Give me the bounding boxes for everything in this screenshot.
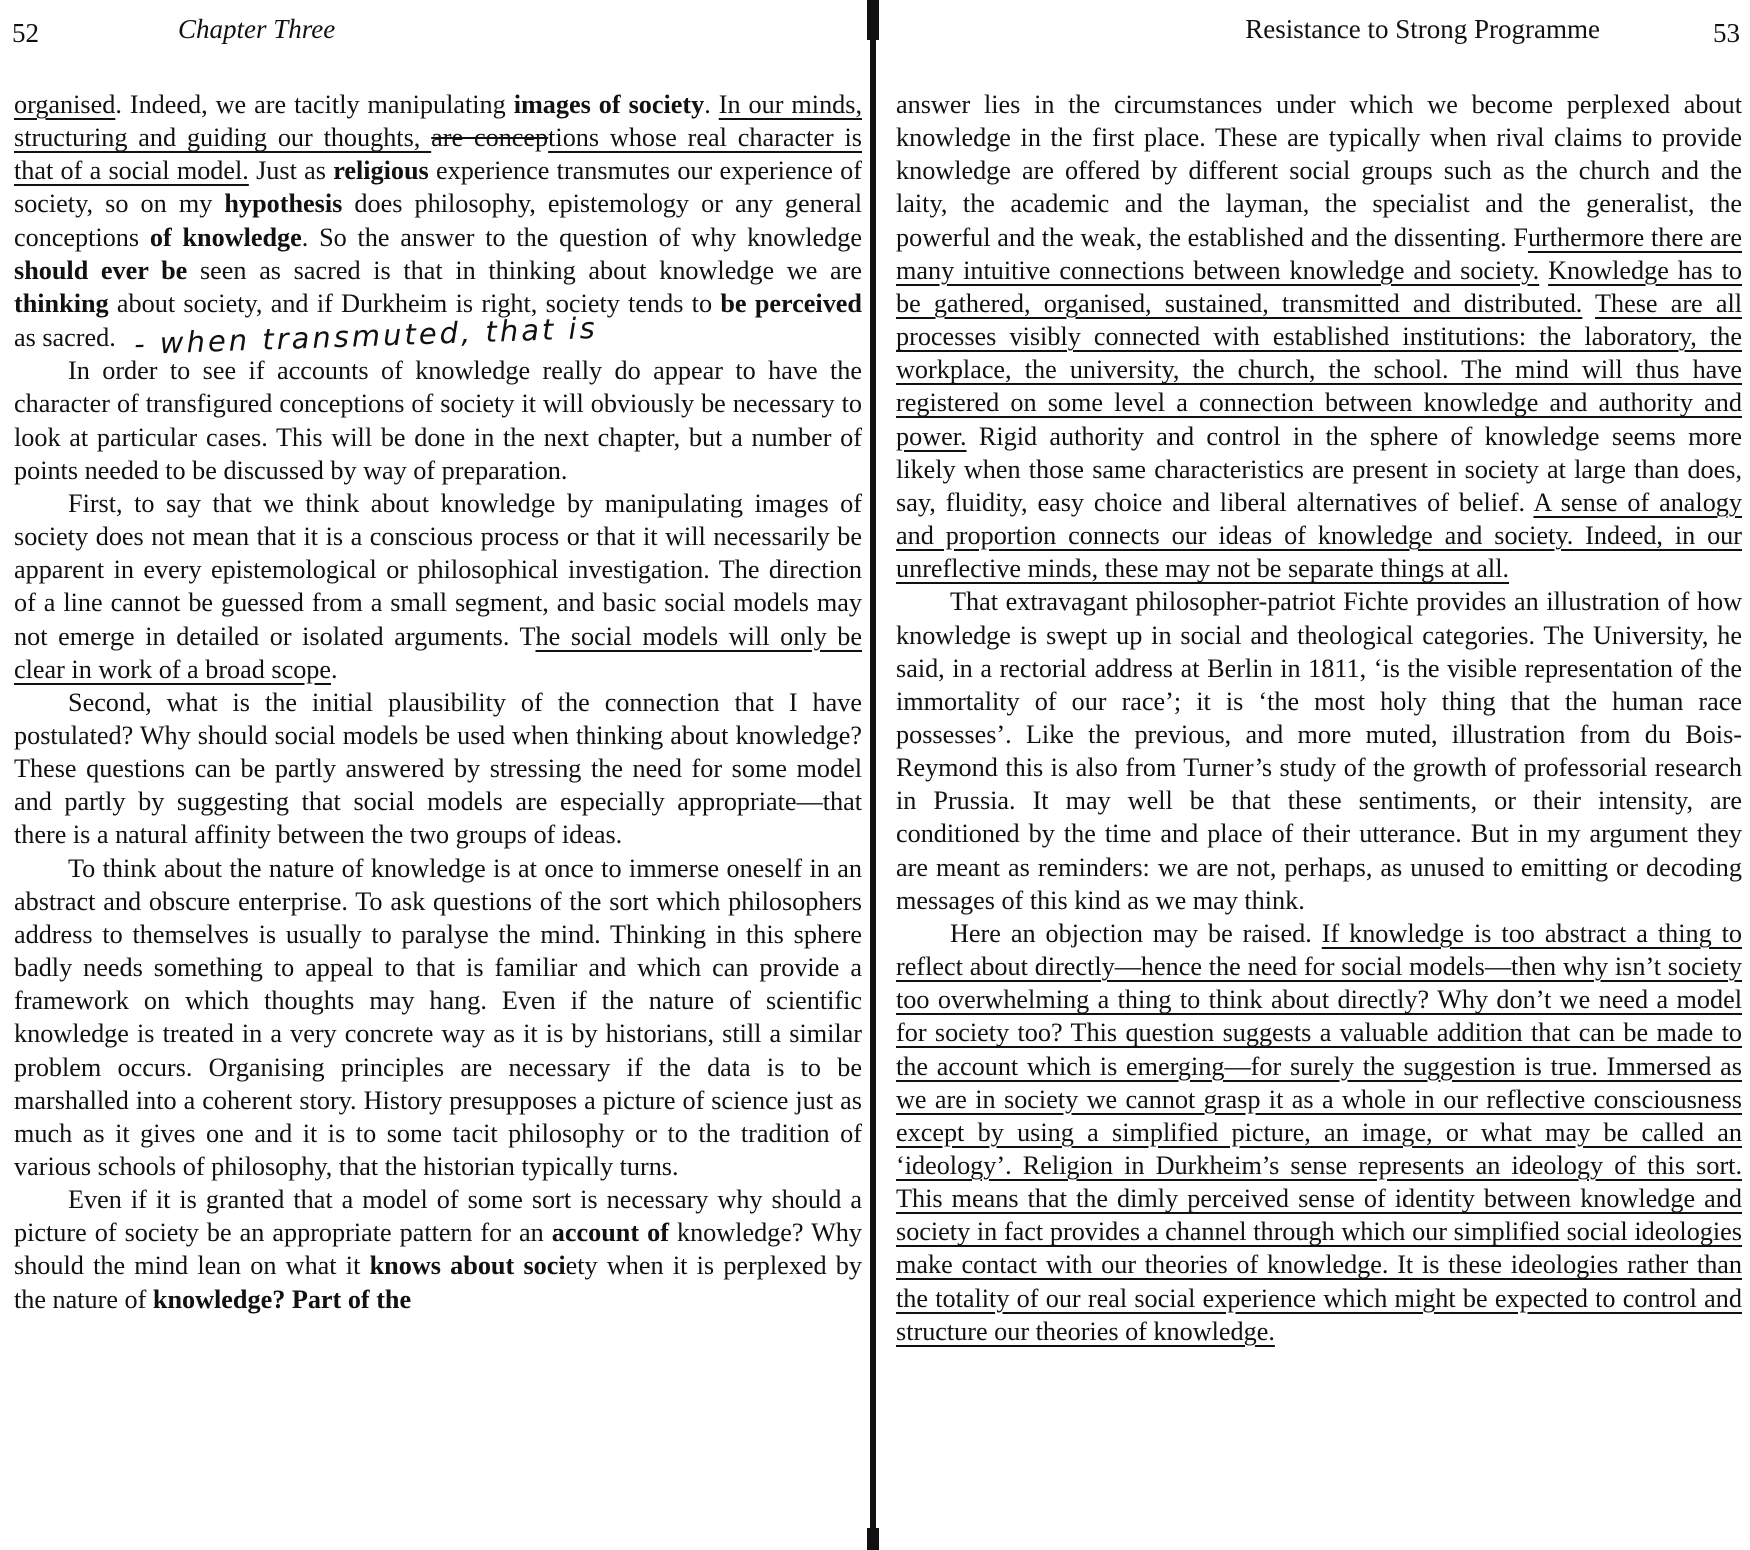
left-page-number: 52 <box>12 18 39 48</box>
book-gutter <box>867 0 879 1550</box>
struck-text: are concep <box>431 123 549 153</box>
left-page <box>0 0 865 1550</box>
underlined-text: If knowledge is too abstract a thing to reflect about directly—hence the need for social models—then why isn’t society too overwhelming a thing to think about directly? Why don’t we need a model for society too? This question suggests a valuable addition that can be made to the account which is emerging—for surely the suggestion is true. Immersed as we are in society we cannot grasp it as a whole in our reflective consciousness except by using a simplified picture, an image, or what may be called an ‘ideology’. Religion in Durkheim’s sense represents an ideology of this sort. This means that the dimly perceived sense of identity between knowledge and society in fact provides a channel through which our simplified social ideologies make contact with our theories of knowledge. It is these ideologies rather than the totality of our real social experience which might be expected to control and structure our theories of knowledge. <box>896 918 1742 1346</box>
bold-text: account of <box>551 1218 669 1248</box>
bold-text: religious <box>333 156 429 186</box>
body-text: knowledge? Why should the mind lean on what it <box>14 1218 862 1281</box>
underlined-text: A sense of analogy and proportion connects our ideas of knowledge and society. Indeed, in our unreflective minds, these may not be separate things at all. <box>896 487 1742 584</box>
underlined-text: urthermore there are many intuitive connections between knowledge and society. <box>896 222 1742 285</box>
gutter-mark-bottom <box>867 1528 879 1550</box>
underlined-text: Knowledge has to be gathered, organised, sustained, transmitted and distributed. <box>896 255 1743 318</box>
gutter-rule <box>870 40 876 1550</box>
body-text: First, to say that we think about knowledge by manipulating images of society does not mean that it is a conscious process or that it will necessarily be apparent in every epistemological or philosophical investigation. The direction of a line cannot be guessed from a small segment, and basic social models may not emerge in detailed or isolated arguments. T <box>14 488 862 651</box>
paragraph <box>896 585 1742 917</box>
left-page-header <box>0 10 865 50</box>
bold-text: knows about soci <box>369 1251 566 1281</box>
bold-text: should ever be <box>14 255 188 285</box>
body-text: . <box>331 654 338 684</box>
gutter-mark-top <box>867 0 879 40</box>
bold-text: thinking <box>14 288 109 318</box>
paragraph <box>896 917 1742 1348</box>
body-text: Second, what is the initial plausibility of the connection that I have postulated? Why should social models be used when thinking about knowledge? These questions can be partly answered by stressing the need for some model and partly by suggesting that social models are especially appropriate—that there is a natural affinity between the two groups of ideas. <box>14 687 862 850</box>
right-page-number: 53 <box>1713 18 1740 48</box>
underlined-text: tions whose real character is that of a social model. <box>14 123 862 186</box>
right-page <box>882 0 1750 1550</box>
bold-text: of knowledge <box>149 222 302 252</box>
right-page-body <box>896 88 1742 1348</box>
body-text: In order to see if accounts of knowledge really do appear to have the character of transfigured conceptions of society it will obviously be necessary to look at particular cases. This will be done in the next chapter, but a number of points needed to be discussed by way of preparation. <box>14 356 862 485</box>
underlined-text: In our minds, <box>718 90 863 119</box>
body-text: answer lies in the circumstances under which we become perplexed about knowledge in the first place. These are typically when rival claims to provide knowledge are offered by different social groups such as the church and the laity, the academic and the layman, the specialist and the generalist, the powerful and the weak, the established and the dissenting. F <box>896 90 1742 252</box>
body-text: about society, and if Durkheim is right, society tends to <box>108 288 721 318</box>
body-text: Even if it is granted that a model of some sort is necessary why should a picture of society be an appropriate pattern for an <box>14 1185 862 1248</box>
bold-text: be perceived <box>720 288 862 318</box>
body-text: Just as <box>248 156 334 186</box>
body-text: as sacred. <box>14 323 116 353</box>
body-text: ety when it is perplexed by the nature of <box>14 1251 862 1314</box>
paragraph <box>14 354 862 487</box>
paragraph <box>14 487 862 686</box>
body-text: Here an objection may be raised. <box>950 918 1322 948</box>
right-running-head: Resistance to Strong Programme <box>1245 14 1600 44</box>
left-running-head: Chapter Three <box>178 14 336 44</box>
bold-text: images of society <box>513 90 705 119</box>
handwritten-annotation: - when transmuted, that is <box>133 311 598 362</box>
paragraph <box>14 1183 862 1316</box>
body-text: To think about the nature of knowledge is at once to immerse oneself in an abstract and obscure enterprise. To ask questions of the sort which philosophers address to themselves is usually to paralyse the mind. Thinking in this sphere badly needs something to appeal to that is familiar and which can provide a framework on which thoughts may hang. Even if the nature of scientific knowledge is treated in a very concrete way as it is by historians, still a similar problem occurs. Organising principles are necessary if the data is to be marshalled into a coherent story. History presupposes a picture of science just as much as it gives one and it is to some tacit philosophy or to the tradition of various schools of philosophy, that the historian typically turns. <box>14 853 862 1181</box>
body-text: That extravagant philosopher-patriot Fichte provides an illustration of how knowledge is swept up in social and theological categories. The University, he said, in a rectorial address at Berlin in 1811, ‘is the visible representation of the immortality of our race’; it is ‘the most holy thing that the human race possesses’. Like the previous, and more muted, illustration from du Bois-Reymond this is also from Turner’s study of the growth of professorial research in Prussia. It may well be that these sentiments, or their intensity, are conditioned by the time and place of their utterance. But in my argument they are meant as reminders: we are not, perhaps, as unused to emitting or decoding messages of this kind as we may think. <box>896 587 1742 915</box>
underlined-text: These are all processes visibly connected with established institutions: the laboratory, the workplace, the university, the church, the school. The mind will thus have registered on some level a connection between knowledge and authority and power. <box>896 288 1742 451</box>
paragraph <box>14 852 862 1184</box>
bold-text: hypothesis <box>224 189 343 219</box>
body-text: Rigid authority and control in the sphere of knowledge seems more likely when those same characteristics are present in society at large than does, say, fluidity, easy choice and liberal alternatives of belief. <box>896 421 1742 517</box>
paragraph <box>896 88 1742 585</box>
underlined-text: he social models will only be clear in work of a broad scope <box>14 621 862 684</box>
right-page-header <box>882 10 1750 50</box>
left-page-body <box>14 88 862 1316</box>
body-text: does philosophy, epistemology or any general conceptions <box>14 189 862 252</box>
body-text: . Indeed, we are tacitly manipulating <box>115 90 514 119</box>
underlined-text: organised <box>14 90 116 119</box>
bold-text: knowledge? Part of the <box>152 1284 412 1314</box>
body-text: . So the answer to the question of why knowledge <box>301 222 862 252</box>
paragraph <box>14 686 862 852</box>
underlined-text: structuring and guiding our thoughts, <box>14 123 432 153</box>
body-text: experience transmutes our experience of society, so on my <box>14 156 862 219</box>
body-text: . <box>704 90 719 119</box>
paragraph <box>14 88 863 362</box>
body-text: seen as sacred is that in thinking about knowledge we are <box>187 255 862 285</box>
body-text <box>1539 256 1548 285</box>
body-text <box>1582 289 1595 318</box>
